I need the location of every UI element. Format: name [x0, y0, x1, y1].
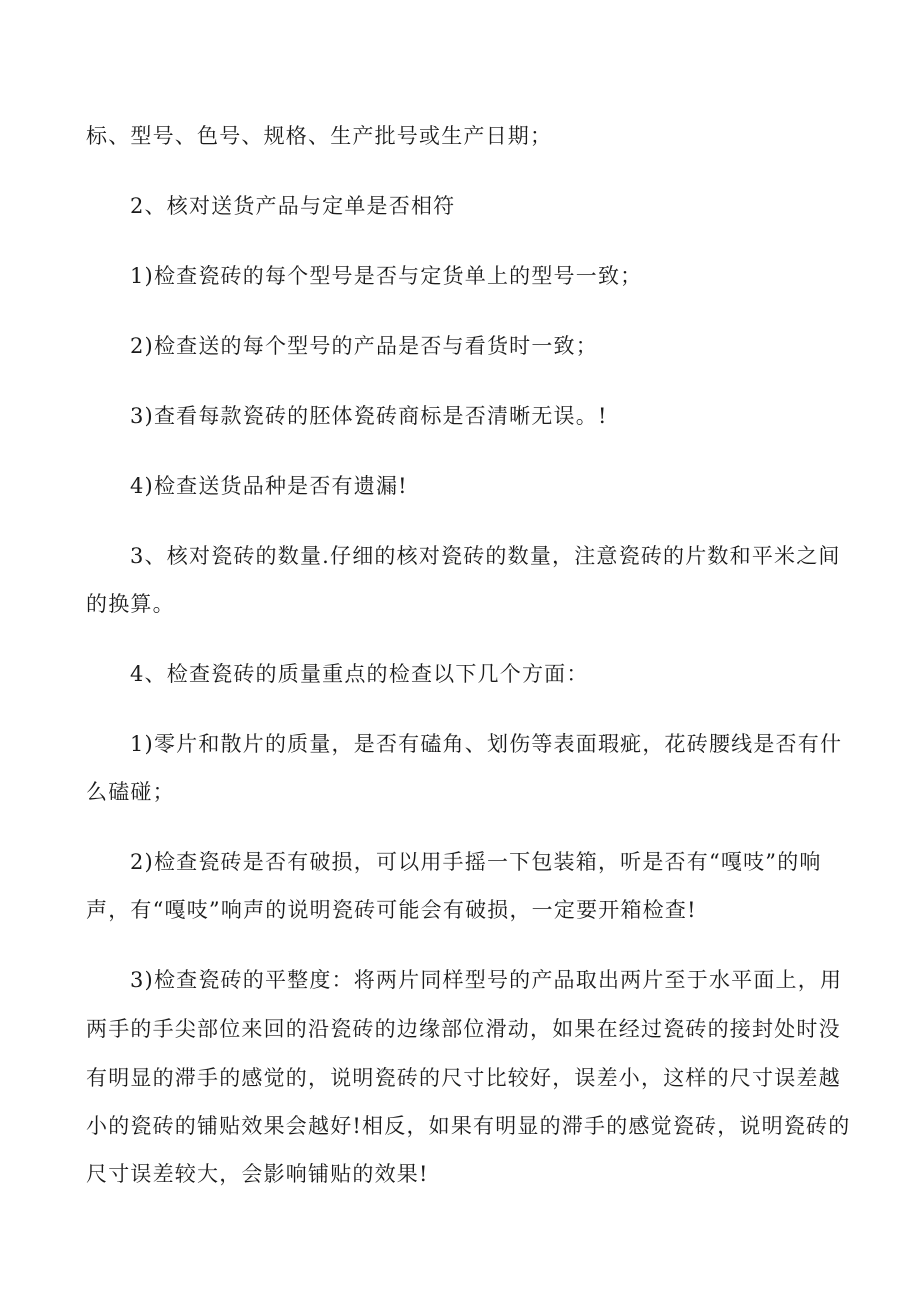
list-item-4-3-line-3: 有明显的滞手的感觉的，说明瓷砖的尺寸比较好，误差小，这样的尺寸误差越 — [86, 1066, 841, 1090]
list-item-4-3-line-2: 两手的手尖部位来回的沿瓷砖的边缘部位滑动，如果在经过瓷砖的接封处时没 — [86, 1017, 841, 1041]
list-item-2-4: 4)检查送货品种是否有遗漏! — [130, 474, 408, 498]
section-heading-3: 3、核对瓷砖的数量.仔细的核对瓷砖的数量，注意瓷砖的片数和平米之间 — [130, 544, 841, 568]
section-heading-4: 4、检查瓷砖的质量重点的检查以下几个方面： — [130, 662, 589, 686]
list-item-4-3-line-4: 小的瓷砖的铺贴效果会越好!相反，如果有明显的滞手的感觉瓷砖，说明瓷砖的 — [86, 1114, 851, 1138]
list-item-2-3: 3)查看每款瓷砖的胚体瓷砖商标是否清晰无误。! — [130, 404, 608, 428]
list-item-4-1-continuation: 么磕碰； — [86, 780, 175, 804]
list-item-4-3-line-5: 尺寸误差较大，会影响铺贴的效果! — [86, 1162, 429, 1186]
section-3-continuation: 的换算。 — [86, 592, 175, 616]
list-item-2-2: 2)检查送的每个型号的产品是否与看货时一致； — [130, 334, 598, 358]
section-heading-2: 2、核对送货产品与定单是否相符 — [130, 194, 456, 218]
list-item-4-2: 2)检查瓷砖是否有破损，可以用手摇一下包装箱，听是否有“嘎吱”的响 — [130, 850, 822, 874]
text-line-1: 标、型号、色号、规格、生产批号或生产日期； — [86, 124, 553, 148]
list-item-4-2-continuation: 声，有“嘎吱”响声的说明瓷砖可能会有破损，一定要开箱检查! — [86, 898, 697, 922]
list-item-4-3: 3)检查瓷砖的平整度：将两片同样型号的产品取出两片至于水平面上，用 — [130, 968, 843, 992]
list-item-4-1: 1)零片和散片的质量，是否有磕角、划伤等表面瑕疵，花砖腰线是否有什 — [130, 732, 843, 756]
list-item-2-1: 1)检查瓷砖的每个型号是否与定货单上的型号一致； — [130, 264, 643, 288]
